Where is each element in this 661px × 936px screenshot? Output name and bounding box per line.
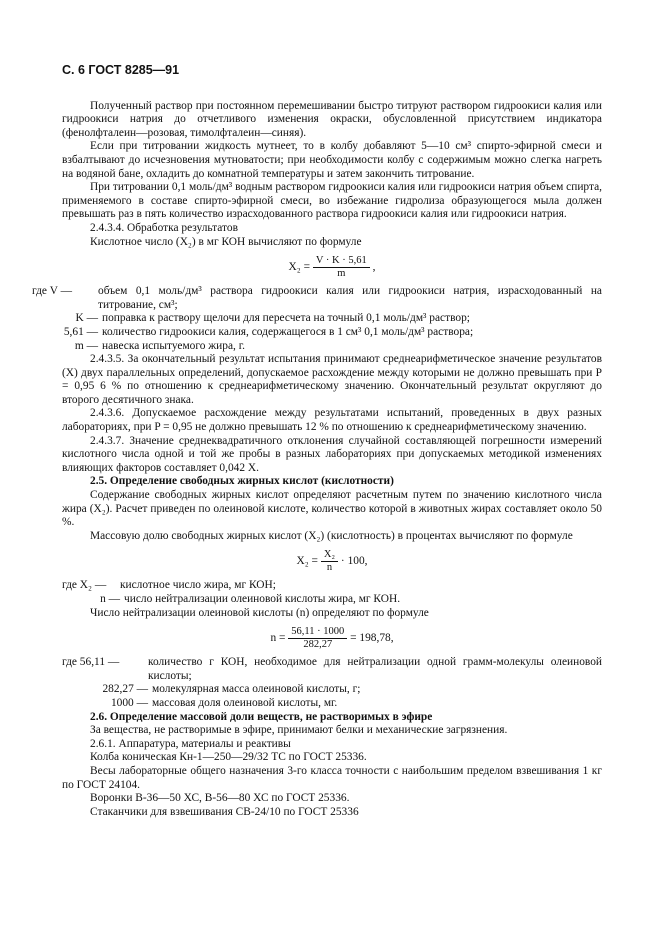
- definition-text: число нейтрализации олеиновой кислоты жира, мг КОН.: [124, 593, 401, 605]
- section-2-5-title: 2.5. Определение свободных жирных кислот (кислотности): [90, 475, 394, 488]
- section-2-4-3-4: 2.4.3.4. Обработка результатов: [90, 221, 238, 234]
- formula-tail: ,: [372, 261, 376, 274]
- where-list-2: [62, 579, 602, 606]
- section-2-4-3-6: 2.4.3.6. Допускаемое расхождение между результатами испытаний, проведенных в двух разных лабораториях, при P = 0,95 не должно превышать 12 % по отношению к среднеарифметическому значению.: [62, 407, 602, 434]
- definition-symbol: m —: [74, 339, 98, 352]
- definition-symbol: 1000 —: [110, 696, 148, 709]
- where-list-3: [62, 656, 602, 710]
- equipment-flask: Колба коническая Кн-1—250—29/32 ТС по ГОСТ 25336.: [90, 751, 367, 764]
- definition-symbol: где X₂ —: [62, 579, 107, 592]
- definition-symbol: n —: [100, 593, 120, 605]
- definition-row: [32, 285, 602, 312]
- definition-row: [62, 579, 602, 593]
- definition-symbol: 5,61 —: [63, 325, 98, 338]
- formula-denominator: n: [326, 562, 333, 574]
- where-list-1: [32, 285, 602, 353]
- section-2-5-paragraph-3: Число нейтрализации олеиновой кислоты (n) определяют по формуле: [90, 606, 429, 619]
- definition-text: поправка к раствору щелочи для пересчета на точный 0,1 моль/дм³ раствор;: [102, 312, 470, 325]
- formula-fraction: [288, 626, 347, 651]
- formula-lhs: X₂ =: [296, 555, 318, 568]
- section-2-6-title: 2.6. Определение массовой доли веществ, не растворимых в эфире: [90, 710, 433, 723]
- definition-row: [32, 326, 602, 340]
- section-2-5-paragraph-1: Содержание свободных жирных кислот определяют расчетным путем по значению кислотного числа жира (X₂). Расчет приведен по олеиновой кислоте, количество которой в животных жирах составляет около 50 %.: [62, 489, 602, 529]
- formula-numerator: V · K · 5,61: [313, 255, 370, 268]
- formula-denominator: 282,27: [303, 639, 333, 651]
- definition-row: [62, 683, 602, 697]
- definition-text: молекулярная масса олеиновой кислоты, г;: [152, 683, 361, 696]
- definition-row: [32, 312, 602, 326]
- formula-denominator: m: [337, 268, 346, 280]
- definition-row: [62, 697, 602, 711]
- formula-numerator: X₂: [321, 549, 338, 562]
- page-header: С. 6 ГОСТ 8285—91: [62, 63, 180, 77]
- formula-tail: = 198,78,: [350, 632, 394, 645]
- formula-lhs: n =: [270, 632, 286, 645]
- section-2-6-1-title: 2.6.1. Аппаратура, материалы и реактивы: [90, 737, 291, 750]
- definition-symbol: где V —: [32, 285, 73, 298]
- formula-acidity: [62, 549, 602, 574]
- formula-tail: · 100,: [340, 555, 368, 568]
- formula-acid-number: [62, 255, 602, 280]
- section-2-6-paragraph-1: За вещества, не растворимые в эфире, принимают белки и механические загрязнения.: [90, 724, 508, 737]
- definition-symbol: где 56,11 —: [62, 656, 120, 669]
- definition-row: [62, 656, 602, 683]
- definition-text: объем 0,1 моль/дм³ раствора гидроокиси калия или гидроокиси натрия, израсходованный на титрование, см³;: [98, 285, 602, 311]
- formula-lhs: X₂ =: [288, 261, 311, 274]
- definition-symbol: K —: [75, 312, 98, 325]
- definition-text: количество гидроокиси калия, содержащегося в 1 см³ 0,1 моль/дм³ раствора;: [102, 325, 474, 338]
- formula-fraction: [313, 255, 370, 280]
- paragraph-titration: Полученный раствор при постоянном перемешивании быстро титруют раствором гидроокиси калия или гидроокиси натрия до отчетливого изменения окраски, обусловленной присутствием индикатора (фенолфталеин—розовая, тимолфталеин—синяя).: [62, 99, 602, 139]
- formula-neutralization-number: [62, 626, 602, 651]
- section-2-4-3-7: 2.4.3.7. Значение среднеквадратичного отклонения случайной составляющей погрешности измерений кислотного числа одной и той же пробы в разных лабораториях при допускаемых методикой изменениях влияющих факторов составляет 0,042 X.: [62, 434, 602, 474]
- formula-numerator: 56,11 · 1000: [288, 626, 347, 639]
- section-2-4-3-5: 2.4.3.5. За окончательный результат испытания принимают среднеарифметическое значение результатов (X) двух параллельных определений, допускаемое расхождение между которыми не должно превышать при P = 0,95 6 % по отношению к среднеарифметическому значению. Окончательный результат округляют до второго десятичного знака.: [62, 353, 602, 406]
- definition-text: количество г КОН, необходимое для нейтрализации одной грамм-молекулы олеиновой кислоты;: [148, 656, 602, 682]
- definition-symbol: 282,27 —: [102, 683, 148, 696]
- formula-fraction: [321, 549, 338, 574]
- section-2-5-paragraph-2: Массовую долю свободных жирных кислот (X₂) (кислотность) в процентах вычисляют по формуле: [90, 529, 573, 542]
- acid-number-intro: Кислотное число (X₂) в мг КОН вычисляют по формуле: [90, 235, 362, 248]
- equipment-funnels: Воронки В-36—50 ХС, В-56—80 ХС по ГОСТ 25336.: [90, 792, 350, 805]
- document-page: [32, 63, 602, 819]
- definition-text: кислотное число жира, мг КОН;: [120, 579, 276, 592]
- definition-row: [62, 593, 602, 607]
- definition-row: [32, 340, 602, 354]
- definition-text: навеска испытуемого жира, г.: [102, 339, 245, 352]
- equipment-scales: Весы лабораторные общего назначения 3-го класса точности с наибольшим пределом взвешивания 1 кг по ГОСТ 24104.: [62, 764, 602, 791]
- definition-text: массовая доля олеиновой кислоты, мг.: [152, 696, 338, 709]
- equipment-weighing-cups: Стаканчики для взвешивания СВ-24/10 по ГОСТ 25336: [90, 805, 359, 818]
- paragraph-alcohol-volume: При титровании 0,1 моль/дм³ водным раствором гидроокиси калия или гидроокиси натрия объем спирта, применяемого в составе спирто-эфирной смеси, во избежание гидролиза образующегося мыла должен превышать раз в пять количество израсходованного раствора гидроокиси калия или гидроокиси натрия.: [62, 181, 602, 221]
- paragraph-turbidity: Если при титровании жидкость мутнеет, то в колбу добавляют 5—10 см³ спирто-эфирной смеси и взбалтывают до исчезновения мутноватости; при необходимости колбу с содержимым можно слегка нагреть на водяной бане, охладить до комнатной температуры и затем закончить титрование.: [62, 140, 602, 180]
